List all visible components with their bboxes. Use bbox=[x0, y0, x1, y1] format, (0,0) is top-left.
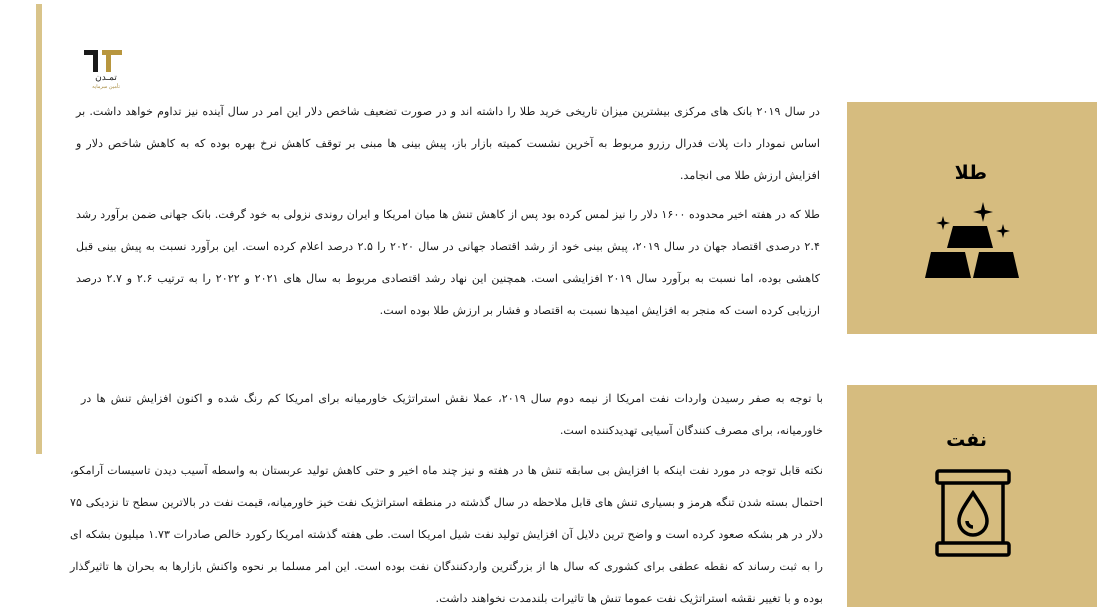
gold-section-title: طلا bbox=[954, 162, 987, 184]
brand-name: تمـدن bbox=[95, 73, 117, 83]
gold-paragraph-2: طلا که در هفته اخیر محدوده ۱۶۰۰ دلار را نیز لمس کرده بود پس از کاهش تنش ها میان امریکا و ایران روندی نزولی به خود گرفت. بانک جهانی ضمن برآورد رشد ۲.۴ درصدی اقتصاد جهان در سال ۲۰۱۹، پیش بینی خود از رشد اقتصاد جهانی در سال ۲۰۲۰ را ۲.۵ درصد اعلام کرده است. این برآورد نسبت به پیش بینی قبل کاهشی بوده، اما نسبت به برآورد سال ۲۰۱۹ افزایشی است. همچنین این نهاد رشد اقتصادی مربوط به سال های ۲۰۲۱ و ۲۰۲۲ را به ترتیب ۲.۶ و ۲.۷ درصد ارزیابی کرده است که منجر به افزایش امیدها نسبت به اقتصاد و فشار بر ارزش طلا بوده است. bbox=[76, 208, 821, 317]
oil-section-panel bbox=[847, 385, 1097, 607]
brand-tagline: تأمین سرمایه bbox=[92, 84, 120, 90]
gold-bars-icon bbox=[917, 202, 1027, 288]
oil-section-title: نفت bbox=[946, 429, 987, 451]
oil-barrel-icon bbox=[933, 467, 1013, 563]
oil-paragraph-2: نکته قابل توجه در مورد نفت اینکه با افزایش بی سابقه تنش ها در هفته و نیز چند ماه اخیر و حتی کاهش تولید عربستان به واسطه آسیب دیدن تاسیسات آرامکو، احتمال بسته شدن تنگه هرمز و بسیاری تنش های قابل ملاحظه در سال گذشته در منطقه استراتژیک نفت خیز خاورمیانه، قیمت نفت در بالاترین سطح تا نزدیکی ۷۵ دلار در هر بشکه صعود کرده است و واضح ترین دلایل آن افزایش تولید نفت شیل امریکا است. طی هفته گذشته امریکا رکورد خالص صادرات ۱.۷۳ میلیون بشکه ای را به ثبت رساند که نقطه عطفی برای کشوری که سال ها از بزرگترین واردکنندگان نفت بوده است. این امر مسلما بر نحوه واکنش بازارها به بحران ها تاثیرگذار بوده و با تغییر نقشه استراتژیک نفت عموما تنش ها تاثیرات بلندمدت نخواهند داشت. bbox=[70, 464, 823, 605]
gold-paragraph-1: در سال ۲۰۱۹ بانک های مرکزی بیشترین میزان تاریخی خرید طلا را داشته اند و در صورت تضعیف شاخص دلار این امر در سال آینده نیز تداوم خواهد داشت. بر اساس نمودار دات پلات فدرال رزرو مربوط به آخرین نشست کمیته بازار باز، پیش بینی ها مبنی بر توقف کاهش نرخ بهره بوده که به کاهش شاخص دلار و افزایش ارزش طلا می انجامد. bbox=[76, 105, 820, 182]
gold-section-panel bbox=[847, 102, 1097, 334]
accent-vertical-bar bbox=[36, 4, 42, 454]
oil-paragraph-1: با توجه به صفر رسیدن واردات نفت امریکا از نیمه دوم سال ۲۰۱۹، عملا نقش استراتژیک خاورمیانه برای امریکا کم رنگ شده و اکنون افزایش تنش ها در خاورمیانه، برای مصرف کنندگان آسیایی تهدیدکننده است. bbox=[81, 392, 823, 437]
